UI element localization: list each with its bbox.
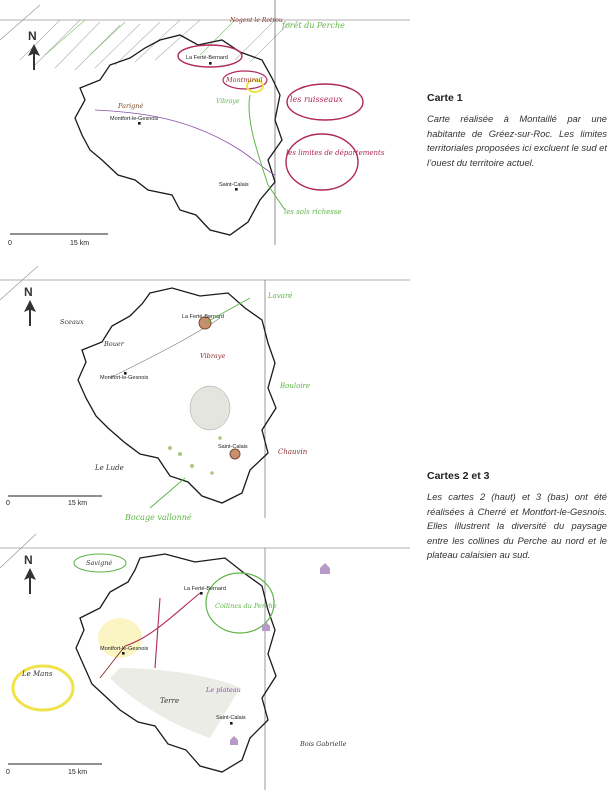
caption-cartes-2-3-text: Les cartes 2 (haut) et 3 (bas) ont été réalisées à Cherré et Montfort-le-Gesnois. Elles illustrent la diversité du paysage entre les collines du Perche au nord et le plateau calaisien au sud. — [427, 491, 607, 560]
map-2-shaded-area — [190, 386, 230, 430]
svg-text:0: 0 — [8, 240, 12, 247]
map-2-green-pointer-2 — [205, 298, 250, 323]
map-3-annotation-plateau: Le plateau — [206, 686, 241, 694]
map-1-annotation-limites: les limites de départements — [286, 149, 385, 157]
caption-carte-1-title: Carte 1 — [427, 92, 463, 104]
svg-text:0: 0 — [6, 500, 10, 507]
map-2-scale-bar — [6, 496, 102, 507]
map-3-red-route-2 — [155, 598, 160, 668]
map-3-town-saint-calais: Saint-Calais — [216, 715, 246, 721]
svg-text:N: N — [28, 29, 37, 43]
svg-text:N: N — [24, 553, 33, 567]
map-3-scale-bar — [6, 764, 102, 776]
map-1-town-ferte: La Ferté-Bernard — [186, 55, 228, 61]
map-1-scale-bar — [8, 234, 108, 247]
map-2-drawing — [0, 258, 410, 528]
map-1-town-montfort: Montfort-le-Gesnois — [110, 116, 159, 122]
map-3-saint-calais-marker — [230, 722, 233, 725]
map-2-north-arrow — [24, 285, 36, 326]
map-1-green-route — [249, 95, 285, 210]
map-3-ferte-marker — [200, 592, 203, 595]
map-1-annotation-vibraye: Vibraye — [216, 98, 240, 105]
map-2-town-ferte: La Ferté-Bernard — [182, 314, 224, 320]
map-3-annotation-terre: Terre — [160, 697, 180, 705]
map-1-territory-outline — [75, 35, 282, 235]
map-3-annotation-collines: Collines du Perche — [215, 602, 277, 610]
map-1-annotation-ruisseaux: les ruisseaux — [290, 95, 343, 104]
map-2-annotation-bouloire: Bouloire — [280, 382, 311, 390]
map-2-green-pointer — [150, 478, 185, 508]
map-2-saint-calais-marker — [230, 449, 240, 459]
map-panel-1 — [0, 0, 410, 258]
map-1-town-saint-calais: Saint-Calais — [219, 182, 249, 188]
map-1-drawing — [0, 0, 410, 258]
map-3-town-ferte: La Ferté-Bernard — [184, 586, 226, 592]
caption-cartes-2-3 — [427, 470, 607, 563]
map-2-annotation-chauvin: Chauvin — [278, 448, 308, 456]
map-3-north-arrow — [24, 553, 36, 594]
map-panel-3 — [0, 528, 410, 800]
map-2-annotation-lude: Le Lude — [95, 464, 124, 472]
map-2-town-montfort: Montfort-le-Gesnois — [100, 375, 149, 381]
caption-carte-1-text: Carte réalisée à Montaillé par une habitante de Gréez-sur-Roc. Les limites territoriales proposées ici excluent le sud et l’ouest du territoire actuel. — [427, 113, 607, 168]
svg-text:15 km: 15 km — [70, 240, 90, 247]
map-2-annotation-bouer: Bouer — [104, 340, 124, 348]
map-1-town-montfort-marker — [138, 122, 141, 125]
svg-text:0: 0 — [6, 769, 10, 776]
map-3-annotation-bois: Bois Gabrielle — [300, 740, 347, 748]
map-1-annotation-parigne: Parigné — [118, 102, 144, 110]
map-1-annotation-montmirail: Montmirail — [226, 76, 263, 84]
map-1-hatching — [20, 20, 290, 70]
caption-carte-1 — [427, 92, 607, 170]
map-2-annotation-sceaux: Sceaux — [60, 318, 84, 326]
map-3-territory-outline — [76, 554, 276, 772]
map-1-annotation-nogent: Nogent le Rotrou — [230, 17, 283, 24]
caption-cartes-2-3-title: Cartes 2 et 3 — [427, 470, 490, 482]
svg-text:15 km: 15 km — [68, 500, 88, 507]
map-3-drawing — [0, 528, 410, 800]
map-1-annotation-foret: forêt du Perche — [282, 21, 345, 30]
map-3-town-montfort: Montfort-le-Gesnois — [100, 646, 149, 652]
map-1-annotation-sols: les sols richesse — [284, 208, 342, 216]
map-2-green-dots — [168, 436, 222, 475]
svg-text:15 km: 15 km — [68, 769, 88, 776]
map-2-annotation-bocage: Bocage vallonné — [125, 513, 192, 522]
map-1-limites-circle — [286, 134, 358, 190]
map-1-town-saint-calais-marker — [235, 188, 238, 191]
svg-text:N: N — [24, 285, 33, 299]
map-3-annotation-savigne: Savigné — [86, 559, 113, 567]
map-1-town-ferte-marker — [209, 62, 212, 65]
map-2-annotation-vibraye: Vibraye — [200, 352, 226, 360]
map-3-annotation-le-mans: Le Mans — [22, 670, 53, 678]
map-panel-2 — [0, 258, 410, 528]
map-1-north-arrow — [28, 29, 40, 70]
map-1-green-hatch — [45, 20, 235, 55]
map-2-annotation-lavare: Lavaré — [268, 292, 293, 300]
map-2-town-saint-calais: Saint-Calais — [218, 444, 248, 450]
map-3-montfort-marker — [122, 652, 125, 655]
